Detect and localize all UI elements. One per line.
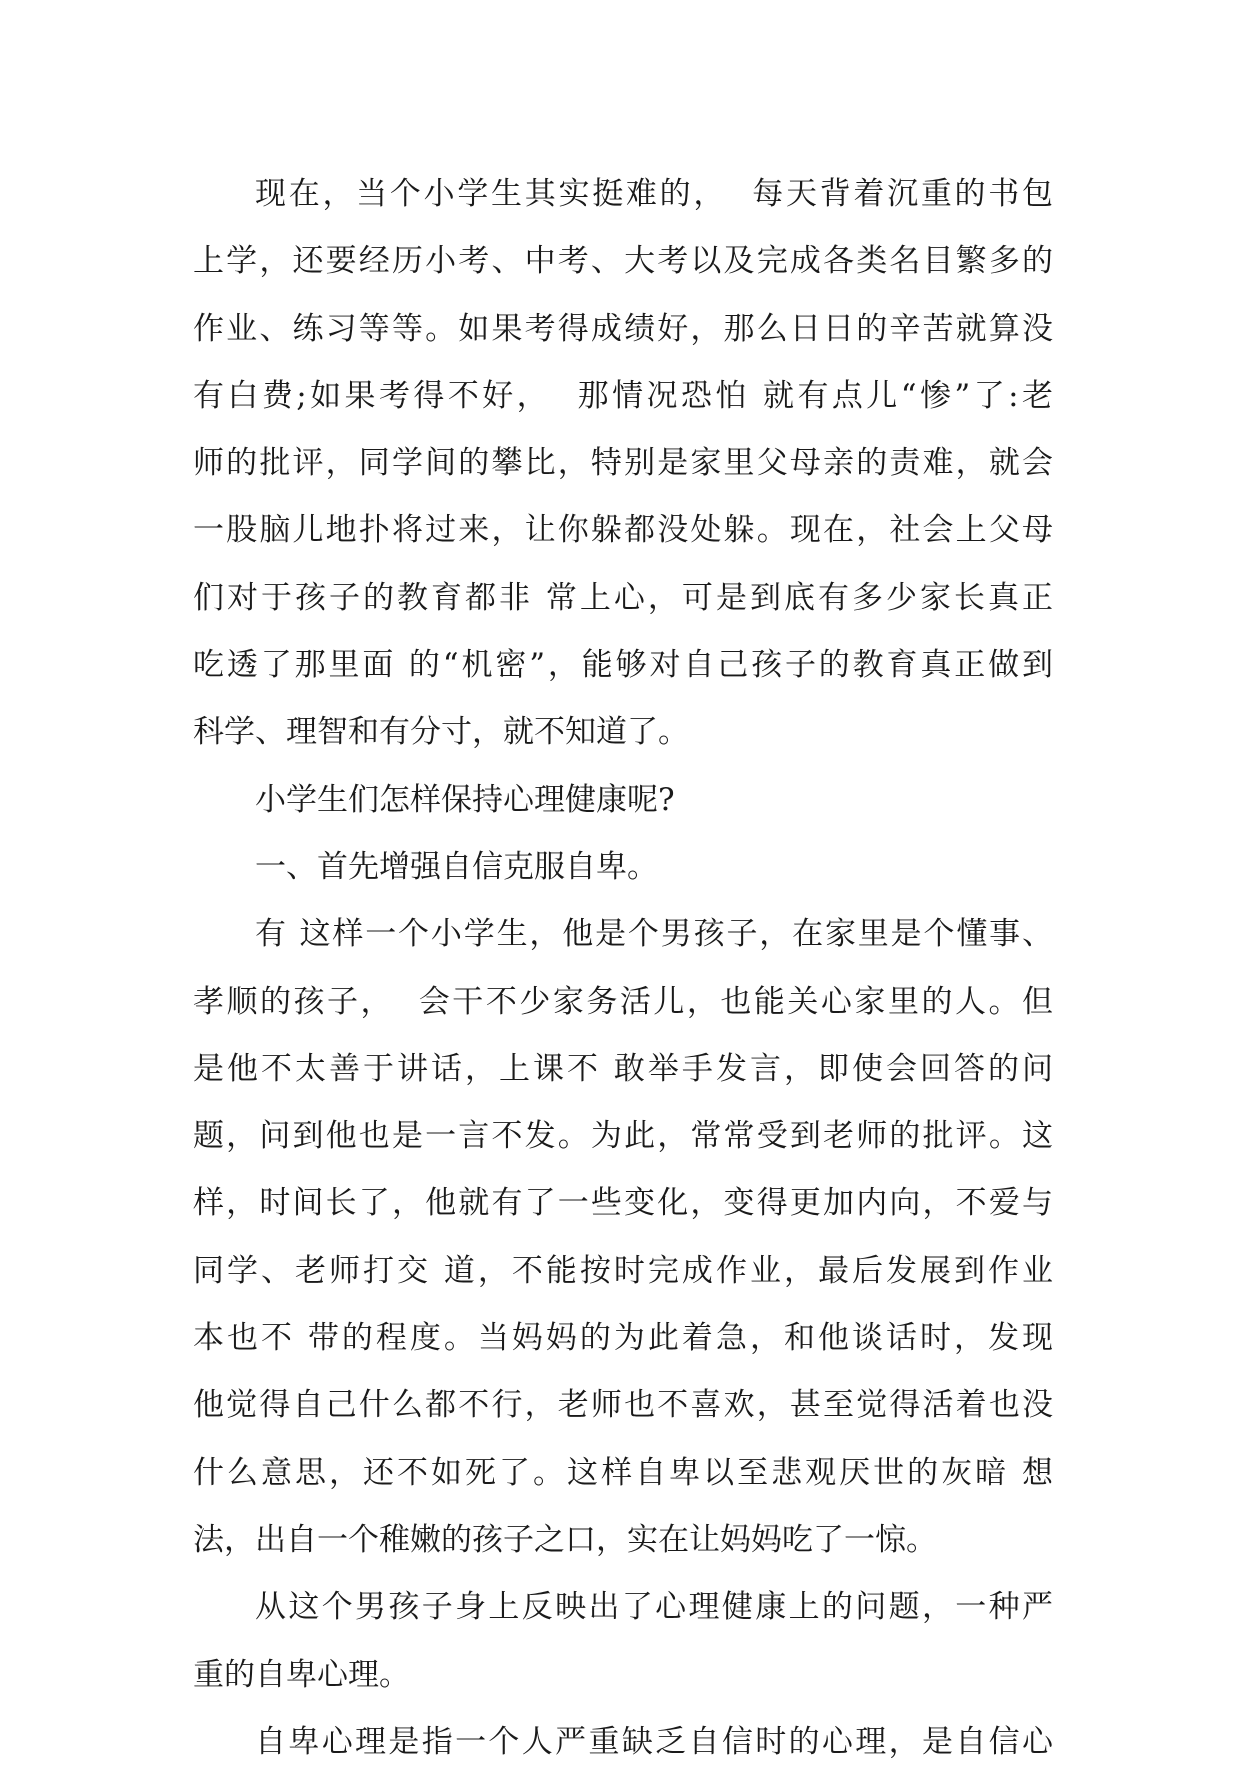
text-line: 一股脑儿地扑将过来，让你躲都没处躲。现在，社会上父母 — [193, 512, 1053, 549]
text-line: 样，时间长了，他就有了一些变化，变得更加内向，不爱与 — [193, 1185, 1053, 1222]
text-line: 有 这样一个小学生，他是个男孩子，在家里是个懂事、 — [255, 916, 1053, 953]
text-line: 什么意思，还不如死了。这样自卑以至悲观厌世的灰暗 想 — [193, 1454, 1053, 1491]
text-line: 法，出自一个稚嫩的孩子之口，实在让妈妈吃了一惊。 — [193, 1521, 937, 1558]
text-line: 本也不 带的程度。当妈妈的为此着急，和他谈话时，发现 — [193, 1320, 1053, 1357]
text-line: 有白费;如果考得不好， 那情况恐怕 就有点儿“惨”了:老 — [193, 377, 1053, 414]
text-line: 们对于孩子的教育都非 常上心，可是到底有多少家长真正 — [193, 579, 1053, 616]
text-line: 题，问到他也是一言不发。为此，常常受到老师的批评。这 — [193, 1118, 1053, 1155]
text-line: 一、首先增强自信克服自卑。 — [255, 848, 658, 885]
text-line: 上学，还要经历小考、中考、大考以及完成各类名目繁多的 — [193, 243, 1053, 280]
text-line: 重的自卑心理。 — [193, 1656, 410, 1693]
text-line: 师的批评，同学间的攀比，特别是家里父母亲的责难，就会 — [193, 445, 1053, 482]
text-line: 小学生们怎样保持心理健康呢? — [255, 781, 675, 818]
document-body — [193, 161, 1053, 1776]
text-line: 科学、理智和有分寸，就不知道了。 — [193, 714, 689, 751]
text-line: 作业、练习等等。如果考得成绩好，那么日日的辛苦就算没 — [193, 310, 1053, 347]
text-line: 孝顺的孩子， 会干不少家务活儿，也能关心家里的人。但 — [193, 983, 1053, 1020]
text-line: 他觉得自己什么都不行，老师也不喜欢，甚至觉得活着也没 — [193, 1387, 1053, 1424]
text-line: 是他不太善于讲话，上课不 敢举手发言，即使会回答的问 — [193, 1050, 1053, 1087]
text-line: 现在，当个小学生其实挺难的， 每天背着沉重的书包 — [255, 176, 1053, 212]
text-line: 同学、老师打交 道，不能按时完成作业，最后发展到作业 — [193, 1252, 1053, 1289]
text-line: 吃透了那里面 的“机密”，能够对自己孩子的教育真正做到 — [193, 647, 1053, 684]
text-line: 从这个男孩子身上反映出了心理健康上的问题，一种严 — [255, 1589, 1053, 1626]
text-line: 自卑心理是指一个人严重缺乏自信时的心理，是自信心 — [255, 1723, 1053, 1760]
